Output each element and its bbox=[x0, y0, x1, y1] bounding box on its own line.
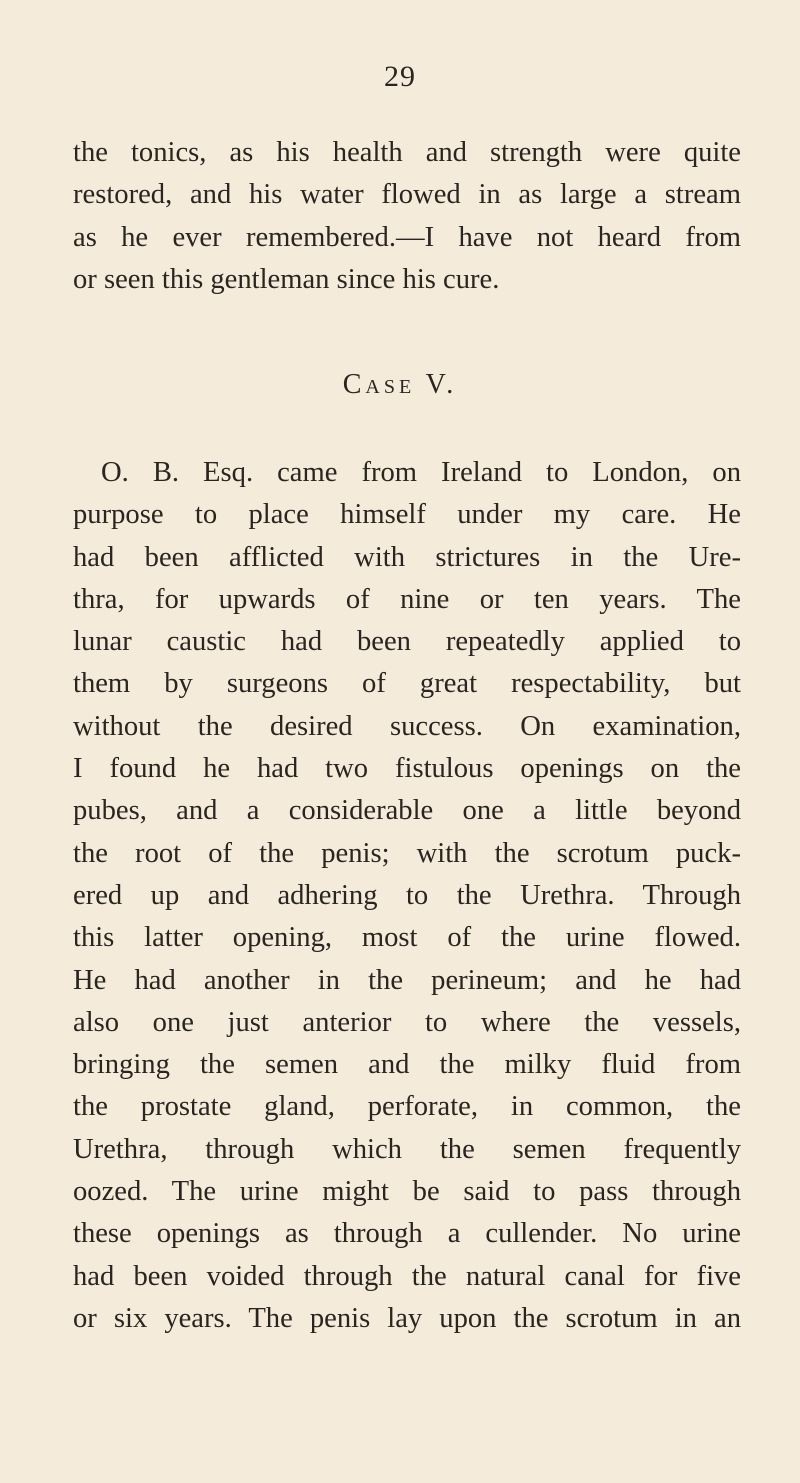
text-line: Urethra, through which the semen frequently bbox=[73, 1133, 741, 1165]
text-line: O. B. Esq. came from Ireland to London, on bbox=[101, 457, 741, 488]
case-heading: Case V. bbox=[342, 369, 458, 400]
text-line: without the desired success. On examination, bbox=[73, 710, 741, 742]
page-number: 29 bbox=[384, 60, 416, 93]
text-line: these openings as through a cullender. No urine bbox=[73, 1218, 741, 1250]
text-line: the tonics, as his health and strength were quite bbox=[73, 137, 741, 168]
text-line: lunar caustic had been repeatedly applied to bbox=[73, 626, 741, 658]
text-line: also one just anterior to where the vessels, bbox=[73, 1006, 741, 1038]
text-line: this latter opening, most of the urine flowed. bbox=[73, 922, 741, 954]
text-line: or seen this gentleman since his cure. bbox=[73, 263, 500, 295]
text-line: the root of the penis; with the scrotum puck- bbox=[73, 837, 741, 869]
text-line: or six years. The penis lay upon the scrotum in an bbox=[73, 1302, 741, 1334]
text-line: I found he had two fistulous openings on the bbox=[73, 753, 741, 785]
text-line: bringing the semen and the milky fluid from bbox=[73, 1049, 741, 1081]
text-line: oozed. The urine might be said to pass through bbox=[73, 1176, 741, 1208]
text-line: purpose to place himself under my care. He bbox=[73, 499, 741, 531]
text-line: the prostate gland, perforate, in common, the bbox=[73, 1091, 741, 1123]
text-line: as he ever remembered.—I have not heard from bbox=[73, 221, 741, 253]
text-line: thra, for upwards of nine or ten years. The bbox=[73, 583, 741, 615]
case-paragraph bbox=[73, 452, 741, 1340]
text-line: pubes, and a considerable one a little beyond bbox=[73, 795, 741, 827]
text-line: had been afflicted with strictures in the Ure- bbox=[73, 541, 741, 573]
text-line: had been voided through the natural canal for five bbox=[73, 1260, 741, 1292]
text-line: ered up and adhering to the Urethra. Through bbox=[73, 879, 741, 911]
top-paragraph bbox=[73, 132, 741, 301]
text-line: He had another in the perineum; and he had bbox=[73, 964, 741, 996]
text-line: restored, and his water flowed in as large a stream bbox=[73, 179, 741, 211]
text-line: them by surgeons of great respectability, but bbox=[73, 668, 741, 700]
